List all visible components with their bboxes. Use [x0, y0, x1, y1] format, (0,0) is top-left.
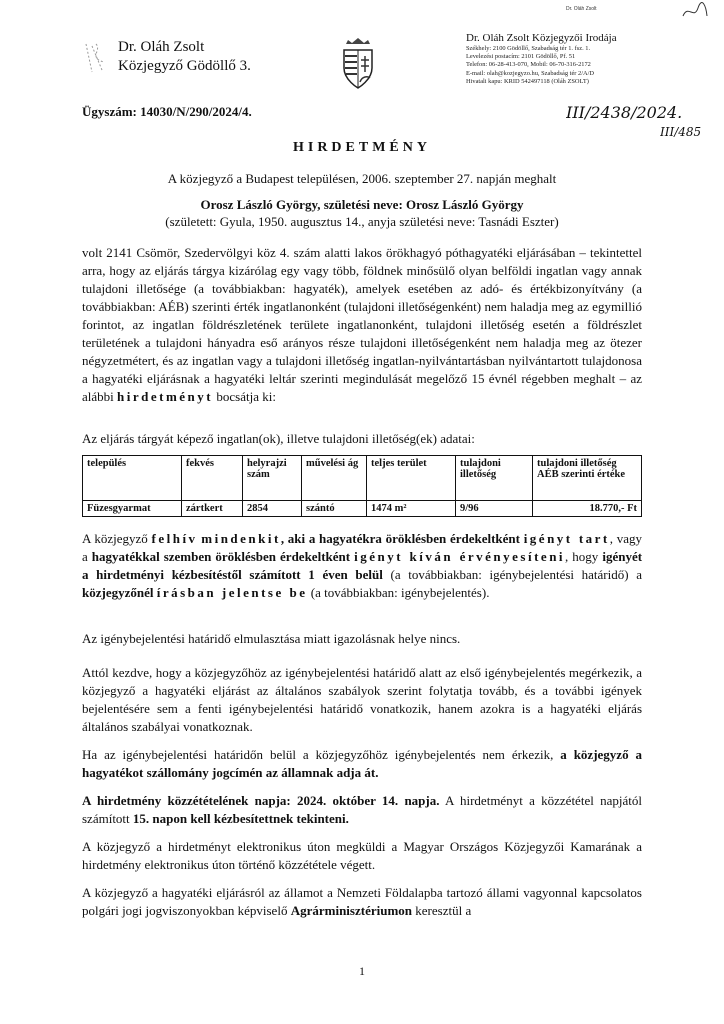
table-cell: 1474 m² [367, 501, 456, 517]
office-name: Dr. Oláh Zsolt Közjegyzői Irodája [466, 32, 617, 44]
table-header: tulajdoni illetőség AÉB szerinti értéke [533, 456, 642, 501]
table-cell: Füzesgyarmat [83, 501, 182, 517]
handwritten-reference-2 [660, 120, 708, 142]
claim-bold: hagyatékkal szemben öröklésben érdekeltként [91, 549, 351, 564]
claim-paragraph [82, 530, 642, 602]
hungarian-coat-of-arms [340, 38, 376, 90]
table-header: teljes terület [367, 456, 456, 501]
no-excuse-paragraph: Az igénybejelentési határidő elmulasztása miatt igazolásnak helye nincs. [82, 631, 461, 646]
office-line: Hivatali kapu: KRID 542497118 (Oláh ZSOLT) [466, 77, 589, 85]
table-row [83, 501, 642, 517]
table-cell: szántó [302, 501, 367, 517]
publication-date: A hirdetmény közzétételének napja: 2024. október 14. napja. [82, 793, 440, 808]
notary-title: Közjegyző Gödöllő 3. [118, 58, 251, 74]
table-header: helyrajzi szám [243, 456, 302, 501]
table-intro: Az eljárás tárgyát képező ingatlan(ok), illetve tulajdoni illetőség(ek) adatai: [82, 431, 475, 446]
main-paragraph [82, 244, 642, 406]
table-cell: zártkert [182, 501, 243, 517]
handwritten-reference-2-text: III/485 [660, 125, 702, 139]
claim-emphasis: igényt tart [523, 531, 610, 546]
main-paragraph-emphasis: hirdetményt [117, 389, 214, 404]
office-line: Székhely: 2100 Gödöllő, Szabadság tér 1. fsz. 1. [466, 45, 591, 52]
deceased-name: Orosz László György, születési neve: Orosz László György [200, 197, 524, 212]
received-stamp: Dr. Oláh Zsolt [566, 6, 597, 12]
ministry-text: keresztül a [415, 903, 472, 918]
publication-text: A hirdetményt a közzététel napjától számított [82, 793, 642, 826]
chamber-paragraph: A közjegyző a hirdetményt elektronikus úton megküldi a Magyar Országos Közjegyzői Kamarának a hirdetmény elektronikus úton történő közzététele végett. [82, 839, 642, 872]
escheat-paragraph [82, 746, 642, 782]
claim-bold: , aki a hagyatékra öröklésben érdekeltként [280, 531, 520, 546]
claim-text: A közjegyző [82, 531, 148, 546]
property-table [82, 455, 642, 517]
table-header: művelési ág [302, 456, 367, 501]
ministry-paragraph [82, 884, 642, 920]
main-paragraph-text: volt 2141 Csömör, Szedervölgyi köz 4. szám alatti lakos örökhagyó póthagyatéki eljárásában – tekintettel arra, hogy az eljárás tárgya kizárólag egy vagy több, földnek minősülő olyan belföldi ingatlan vagy annak tulajdoni illetősége (a továbbiakban: hagyaték), amelyek esetében az adó- és értékbizonyítvány (a továbbiakban: AÉB) szerinti érték ingatlanonként (tulajdoni illetőségenként) nem haladja meg az egymillió forintot, az ingatlan földrészletének területe ingatlanonként, tulajdoni illetőség esetén a földrészlet területének a tulajdoni hányadra eső arányos része tulajdoni illetőségenként nem haladja meg az ötezer négyzetmétert, és az ingatlan vagy a tulajdoni illetőség ingatlan-nyilvántartásban nyilvántartott tulajdonosa a hagyatéki eljárásnak a hagyatéki leltár szerinti megindulását megelőző 15 évnél régebben meghalt – az alábbi [82, 245, 642, 404]
office-line: Levelezési postacím: 2101 Gödöllő, Pf. 51 [466, 53, 576, 61]
escheat-bold: a közjegyző a hagyatékot szállomány jogcímén az államnak adja át. [82, 747, 642, 780]
office-line: E-mail: olah@kozjegyzo.hu, Szabadság tér 2/A/D [466, 69, 594, 77]
signature-mark [82, 40, 110, 76]
table-header: település [83, 456, 182, 501]
ministry-bold: Agrárminisztériumon [290, 903, 413, 918]
publication-paragraph [82, 792, 642, 828]
office-line: Telefon: 06-28-413-070, Mobil: 06-70-316-2172 [466, 61, 591, 69]
intro-line: A közjegyző a Budapest településen, 2006. szeptember 27. napján meghalt [167, 171, 557, 186]
page-number: 1 [359, 964, 365, 978]
ministry-text: A közjegyző a hagyatéki eljárásról az államot a Nemzeti Földalapba tartozó állami vagyonnal kapcsolatos polgári jogi jogviszonyokban képviselő [82, 885, 642, 918]
case-number: Ügyszám: 14030/N/290/2024/4. [82, 104, 252, 119]
publication-bold: 15. napon kell kézbesítettnek tekinteni. [132, 811, 349, 826]
handwritten-reference-text: III/2438/2024. [566, 103, 683, 122]
claim-bold: igényét a hirdetményi kézbesítéstől számított 1 éven belül [82, 549, 643, 582]
claim-bold: közjegyzőnél [82, 585, 154, 600]
claim-emphasis: mindenkit [201, 531, 281, 546]
table-header-row [83, 456, 642, 501]
claim-emphasis: írásban jelentse be [156, 585, 308, 600]
claim-emphasis: felhív [151, 531, 198, 546]
claim-text: , vagy a [82, 531, 642, 564]
table-cell: 9/96 [456, 501, 533, 517]
table-header: tulajdoni illetőség [456, 456, 533, 501]
claim-text: , hogy [565, 549, 599, 564]
table-cell: 18.770,- Ft [533, 501, 642, 517]
deceased-birth: (született: Gyula, 1950. augusztus 14., anyja születési neve: Tasnádi Eszter) [165, 214, 559, 229]
table-cell: 2854 [243, 501, 302, 517]
procedure-paragraph: Attól kezdve, hogy a közjegyzőhöz az igénybejelentési határidő alatt az első igénybejelentés megérkezik, a közjegyző a hagyatéki eljárást az általános szabályok szerint folytatja tovább, és a további igények bejelentésére sem a fenti igénybejelentési határidő vonatkozik, hanem azokra is a hagyatéki eljárás általános szabályai vonatkoznak. [82, 665, 642, 734]
claim-emphasis: igényt kíván érvényesíteni [354, 549, 566, 564]
escheat-text: Ha az igénybejelentési határidőn belül a közjegyzőhöz igénybejelentés nem érkezik, [82, 747, 554, 762]
corner-scribble [680, 2, 710, 22]
main-paragraph-end: bocsátja ki: [216, 389, 276, 404]
claim-text: (a továbbiakban: igénybejelentési határidő) a [390, 567, 643, 582]
office-details [466, 32, 712, 86]
document-title: HIRDETMÉNY [292, 140, 431, 155]
notary-name: Dr. Oláh Zsolt [118, 39, 205, 55]
claim-text: (a továbbiakban: igénybejelentés). [310, 585, 490, 600]
table-header: fekvés [182, 456, 243, 501]
